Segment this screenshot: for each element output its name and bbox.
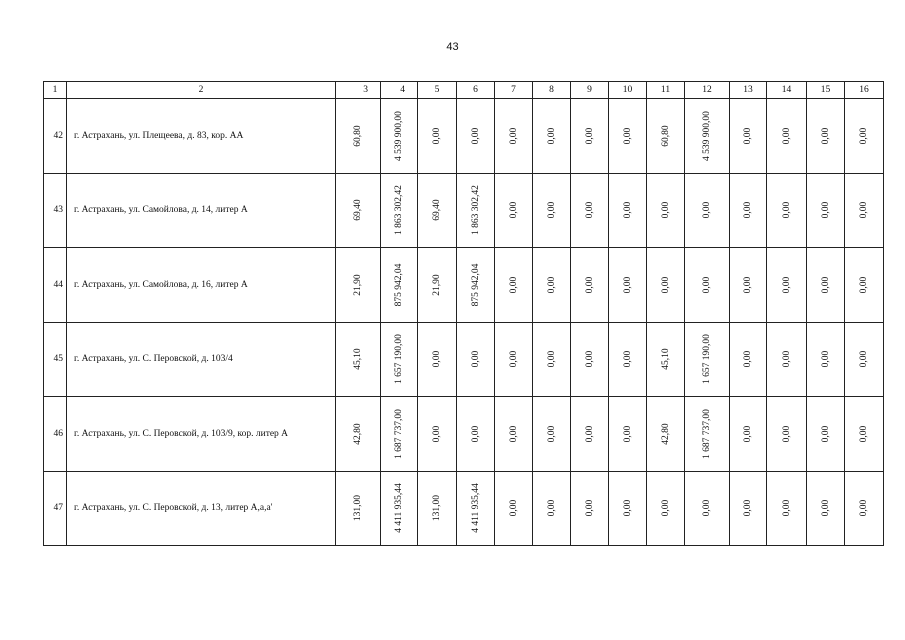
value-text: 0,00 <box>508 425 519 443</box>
value-cell-col-8 <box>533 471 571 546</box>
column-header-14: 14 <box>767 82 807 99</box>
value-text: 0,00 <box>781 127 792 145</box>
value-text: 0,00 <box>702 499 712 517</box>
value-text: 1 863 302,42 <box>394 185 404 236</box>
row-number: 46 <box>44 397 67 472</box>
value-text: 21,90 <box>353 274 363 296</box>
value-cell-col-13 <box>730 248 767 323</box>
value-cell-col-15 <box>807 248 845 323</box>
value-cell-col-7 <box>495 248 533 323</box>
row-number: 43 <box>44 173 67 248</box>
value-text: 0,00 <box>470 425 481 443</box>
table-row <box>44 173 884 248</box>
value-text: 0,00 <box>743 425 753 443</box>
row-number: 45 <box>44 322 67 397</box>
value-cell-col-16 <box>845 397 884 472</box>
value-cell-col-3 <box>336 173 381 248</box>
value-cell-col-4 <box>381 397 418 472</box>
address-cell: г. Астрахань, ул. Самойлова, д. 14, литер А <box>67 173 336 248</box>
value-cell-col-6 <box>457 99 495 174</box>
value-cell-col-14 <box>767 471 807 546</box>
table-row <box>44 99 884 174</box>
column-header-3: 3 <box>336 82 381 99</box>
value-cell-col-14 <box>767 248 807 323</box>
value-text: 0,00 <box>622 127 633 145</box>
value-cell-col-15 <box>807 471 845 546</box>
value-text: 42,80 <box>660 423 671 445</box>
data-table <box>43 81 884 546</box>
value-text: 1 657 190,00 <box>702 334 712 385</box>
value-cell-col-7 <box>495 99 533 174</box>
row-number: 44 <box>44 248 67 323</box>
value-text: 0,00 <box>508 499 519 517</box>
value-text: 60,80 <box>660 125 671 147</box>
value-text: 0,00 <box>584 425 595 443</box>
value-text: 4 539 900,00 <box>702 110 712 161</box>
value-text: 0,00 <box>508 127 519 145</box>
address-cell: г. Астрахань, ул. Плещеева, д. 83, кор. АА <box>67 99 336 174</box>
value-text: 0,00 <box>546 127 557 145</box>
value-cell-col-5 <box>418 248 457 323</box>
value-text: 0,00 <box>622 350 633 368</box>
value-cell-col-12 <box>685 248 730 323</box>
row-number: 47 <box>44 471 67 546</box>
value-cell-col-7 <box>495 322 533 397</box>
value-text: 0,00 <box>702 276 712 294</box>
value-text: 0,00 <box>622 425 633 443</box>
value-text: 0,00 <box>820 201 831 219</box>
table-row <box>44 471 884 546</box>
value-text: 0,00 <box>743 201 753 219</box>
value-cell-col-8 <box>533 397 571 472</box>
value-text: 45,10 <box>660 348 671 370</box>
value-text: 0,00 <box>859 350 869 368</box>
value-text: 0,00 <box>820 425 831 443</box>
value-cell-col-16 <box>845 322 884 397</box>
value-cell-col-14 <box>767 99 807 174</box>
value-text: 0,00 <box>622 201 633 219</box>
address-cell: г. Астрахань, ул. С. Перовской, д. 103/9, кор. литер А <box>67 397 336 472</box>
value-cell-col-13 <box>730 471 767 546</box>
value-text: 1 657 190,00 <box>394 334 404 385</box>
value-text: 0,00 <box>546 499 557 517</box>
table-row <box>44 322 884 397</box>
value-cell-col-14 <box>767 173 807 248</box>
value-cell-col-9 <box>571 471 609 546</box>
value-text: 0,00 <box>546 201 557 219</box>
value-cell-col-14 <box>767 322 807 397</box>
value-text: 1 687 737,00 <box>394 408 404 459</box>
value-cell-col-8 <box>533 248 571 323</box>
column-header-13: 13 <box>730 82 767 99</box>
value-cell-col-14 <box>767 397 807 472</box>
column-header-2: 2 <box>67 82 336 99</box>
value-cell-col-5 <box>418 99 457 174</box>
value-cell-col-11 <box>647 471 685 546</box>
column-header-1: 1 <box>44 82 67 99</box>
column-header-16: 16 <box>845 82 884 99</box>
value-text: 0,00 <box>820 276 831 294</box>
value-text: 0,00 <box>660 201 671 219</box>
value-text: 0,00 <box>781 201 792 219</box>
address-cell: г. Астрахань, ул. С. Перовской, д. 13, литер А,а,а' <box>67 471 336 546</box>
value-text: 4 411 935,44 <box>394 483 404 534</box>
value-text: 0,00 <box>781 425 792 443</box>
value-text: 0,00 <box>859 201 869 219</box>
value-cell-col-8 <box>533 99 571 174</box>
value-cell-col-9 <box>571 322 609 397</box>
value-text: 0,00 <box>859 276 869 294</box>
value-cell-col-4 <box>381 248 418 323</box>
value-cell-col-13 <box>730 173 767 248</box>
header-row <box>44 82 884 99</box>
value-text: 0,00 <box>432 350 442 368</box>
value-cell-col-10 <box>609 173 647 248</box>
value-cell-col-9 <box>571 248 609 323</box>
value-cell-col-9 <box>571 397 609 472</box>
value-text: 0,00 <box>470 127 481 145</box>
value-cell-col-3 <box>336 248 381 323</box>
value-text: 0,00 <box>546 276 557 294</box>
value-cell-col-10 <box>609 322 647 397</box>
value-cell-col-5 <box>418 173 457 248</box>
value-cell-col-15 <box>807 322 845 397</box>
column-header-6: 6 <box>457 82 495 99</box>
value-cell-col-16 <box>845 173 884 248</box>
column-header-12: 12 <box>685 82 730 99</box>
value-text: 0,00 <box>508 201 519 219</box>
value-text: 0,00 <box>859 425 869 443</box>
value-cell-col-5 <box>418 471 457 546</box>
value-cell-col-16 <box>845 248 884 323</box>
value-cell-col-6 <box>457 248 495 323</box>
value-cell-col-6 <box>457 471 495 546</box>
value-text: 0,00 <box>584 350 595 368</box>
value-text: 875 942,04 <box>394 263 404 307</box>
value-text: 45,10 <box>353 348 363 370</box>
value-cell-col-8 <box>533 322 571 397</box>
page-number: 43 <box>446 41 459 53</box>
value-text: 131,00 <box>432 495 442 522</box>
value-cell-col-4 <box>381 173 418 248</box>
value-cell-col-15 <box>807 99 845 174</box>
value-cell-col-15 <box>807 397 845 472</box>
value-text: 0,00 <box>508 350 519 368</box>
value-cell-col-5 <box>418 397 457 472</box>
value-cell-col-7 <box>495 471 533 546</box>
value-cell-col-4 <box>381 322 418 397</box>
value-cell-col-10 <box>609 99 647 174</box>
value-text: 69,40 <box>432 199 442 221</box>
value-cell-col-6 <box>457 397 495 472</box>
value-cell-col-13 <box>730 322 767 397</box>
column-header-9: 9 <box>571 82 609 99</box>
value-cell-col-11 <box>647 397 685 472</box>
value-text: 0,00 <box>470 350 481 368</box>
column-header-8: 8 <box>533 82 571 99</box>
value-text: 0,00 <box>622 276 633 294</box>
address-cell: г. Астрахань, ул. Самойлова, д. 16, литер А <box>67 248 336 323</box>
table-row <box>44 248 884 323</box>
value-text: 0,00 <box>584 276 595 294</box>
value-cell-col-10 <box>609 248 647 323</box>
value-text: 42,80 <box>353 423 363 445</box>
value-text: 0,00 <box>702 201 712 219</box>
value-cell-col-11 <box>647 173 685 248</box>
value-text: 0,00 <box>508 276 519 294</box>
value-text: 0,00 <box>781 499 792 517</box>
value-cell-col-7 <box>495 173 533 248</box>
value-cell-col-11 <box>647 248 685 323</box>
value-text: 0,00 <box>820 350 831 368</box>
value-text: 60,80 <box>353 125 363 147</box>
value-text: 69,40 <box>353 199 363 221</box>
value-text: 0,00 <box>743 350 753 368</box>
value-text: 0,00 <box>781 276 792 294</box>
value-cell-col-10 <box>609 471 647 546</box>
value-text: 1 687 737,00 <box>702 408 712 459</box>
value-text: 0,00 <box>743 127 753 145</box>
value-text: 0,00 <box>584 201 595 219</box>
value-cell-col-3 <box>336 471 381 546</box>
address-cell: г. Астрахань, ул. С. Перовской, д. 103/4 <box>67 322 336 397</box>
value-text: 4 411 935,44 <box>470 483 481 534</box>
value-text: 1 863 302,42 <box>470 185 481 236</box>
value-text: 0,00 <box>584 499 595 517</box>
value-text: 0,00 <box>584 127 595 145</box>
value-text: 0,00 <box>622 499 633 517</box>
value-cell-col-12 <box>685 173 730 248</box>
value-cell-col-6 <box>457 173 495 248</box>
value-text: 0,00 <box>743 276 753 294</box>
column-header-4: 4 <box>381 82 418 99</box>
column-header-7: 7 <box>495 82 533 99</box>
value-text: 4 539 900,00 <box>394 110 404 161</box>
value-text: 875 942,04 <box>470 263 481 307</box>
column-header-5: 5 <box>418 82 457 99</box>
value-text: 0,00 <box>546 425 557 443</box>
value-cell-col-12 <box>685 99 730 174</box>
value-text: 0,00 <box>660 499 671 517</box>
value-cell-col-13 <box>730 99 767 174</box>
value-text: 0,00 <box>820 127 831 145</box>
column-header-15: 15 <box>807 82 845 99</box>
column-header-11: 11 <box>647 82 685 99</box>
column-header-10: 10 <box>609 82 647 99</box>
value-cell-col-3 <box>336 397 381 472</box>
value-cell-col-15 <box>807 173 845 248</box>
value-cell-col-4 <box>381 99 418 174</box>
value-text: 0,00 <box>432 127 442 145</box>
value-text: 0,00 <box>820 499 831 517</box>
value-text: 0,00 <box>743 499 753 517</box>
value-cell-col-4 <box>381 471 418 546</box>
value-cell-col-11 <box>647 99 685 174</box>
value-cell-col-12 <box>685 322 730 397</box>
value-text: 0,00 <box>432 425 442 443</box>
value-cell-col-12 <box>685 397 730 472</box>
value-text: 0,00 <box>781 350 792 368</box>
value-cell-col-8 <box>533 173 571 248</box>
value-text: 0,00 <box>660 276 671 294</box>
value-cell-col-3 <box>336 322 381 397</box>
value-cell-col-16 <box>845 471 884 546</box>
value-cell-col-5 <box>418 322 457 397</box>
value-cell-col-12 <box>685 471 730 546</box>
value-cell-col-3 <box>336 99 381 174</box>
value-cell-col-10 <box>609 397 647 472</box>
row-number: 42 <box>44 99 67 174</box>
value-cell-col-13 <box>730 397 767 472</box>
value-text: 21,90 <box>432 274 442 296</box>
value-cell-col-7 <box>495 397 533 472</box>
value-cell-col-11 <box>647 322 685 397</box>
value-cell-col-6 <box>457 322 495 397</box>
value-text: 131,00 <box>353 495 363 522</box>
value-text: 0,00 <box>546 350 557 368</box>
table-row <box>44 397 884 472</box>
value-cell-col-9 <box>571 99 609 174</box>
value-cell-col-9 <box>571 173 609 248</box>
value-text: 0,00 <box>859 127 869 145</box>
value-cell-col-16 <box>845 99 884 174</box>
value-text: 0,00 <box>859 499 869 517</box>
